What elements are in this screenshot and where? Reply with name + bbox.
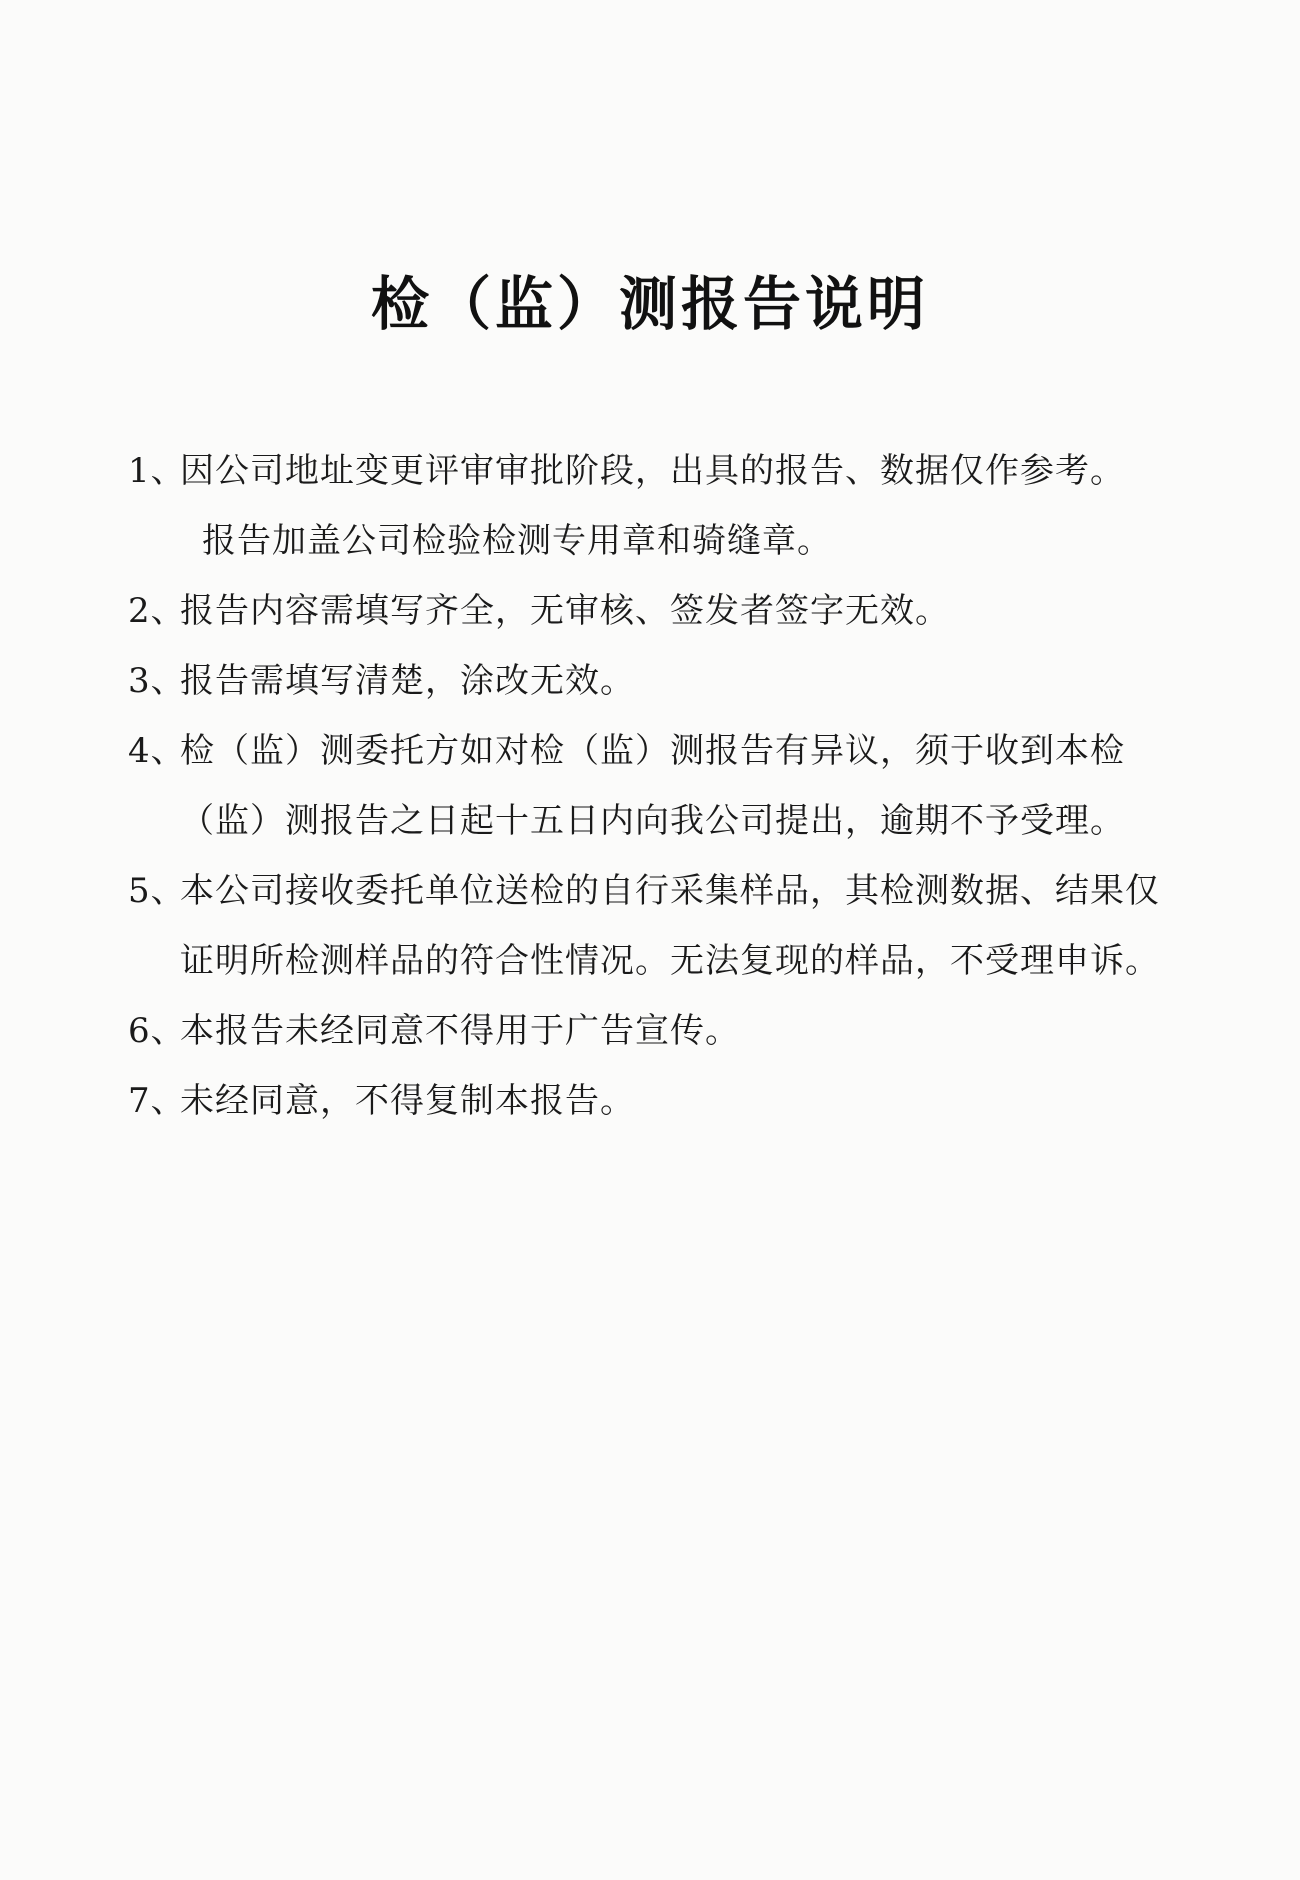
note-text: 未经同意，不得复制本报告。 [180,1081,635,1121]
page-title: 检（监）测报告说明 [370,270,929,338]
note-number: 5、 [128,871,186,911]
note-text-line: 因公司地址变更评审审批阶段，出具的报告、数据仅作参考。 [180,451,1125,491]
note-number: 3、 [128,661,186,701]
note-number: 1、 [128,451,186,491]
note-item-2 [128,576,1178,646]
note-item-7 [128,1066,1178,1136]
note-item-6 [128,996,1178,1066]
notes-list [128,436,1178,1136]
note-item-4 [128,716,1178,856]
note-text: 报告需填写清楚，涂改无效。 [180,661,635,701]
note-item-3 [128,646,1178,716]
note-number: 7、 [128,1081,186,1121]
note-text: 本报告未经同意不得用于广告宣传。 [180,1011,740,1051]
note-text-continuation: 报告加盖公司检验检测专用章和骑缝章。 [202,521,832,561]
note-text: 报告内容需填写齐全，无审核、签发者签字无效。 [180,591,950,631]
note-text [180,436,1178,576]
note-number: 6、 [128,1011,186,1051]
note-number: 4、 [128,731,186,771]
note-item-1 [128,436,1178,576]
note-number: 2、 [128,591,186,631]
note-text: 检（监）测委托方如对检（监）测报告有异议，须于收到本检（监）测报告之日起十五日内向我公司提出，逾期不予受理。 [180,731,1125,841]
note-item-5 [128,856,1178,996]
note-text: 本公司接收委托单位送检的自行采集样品，其检测数据、结果仅证明所检测样品的符合性情况。无法复现的样品，不受理申诉。 [180,871,1160,981]
